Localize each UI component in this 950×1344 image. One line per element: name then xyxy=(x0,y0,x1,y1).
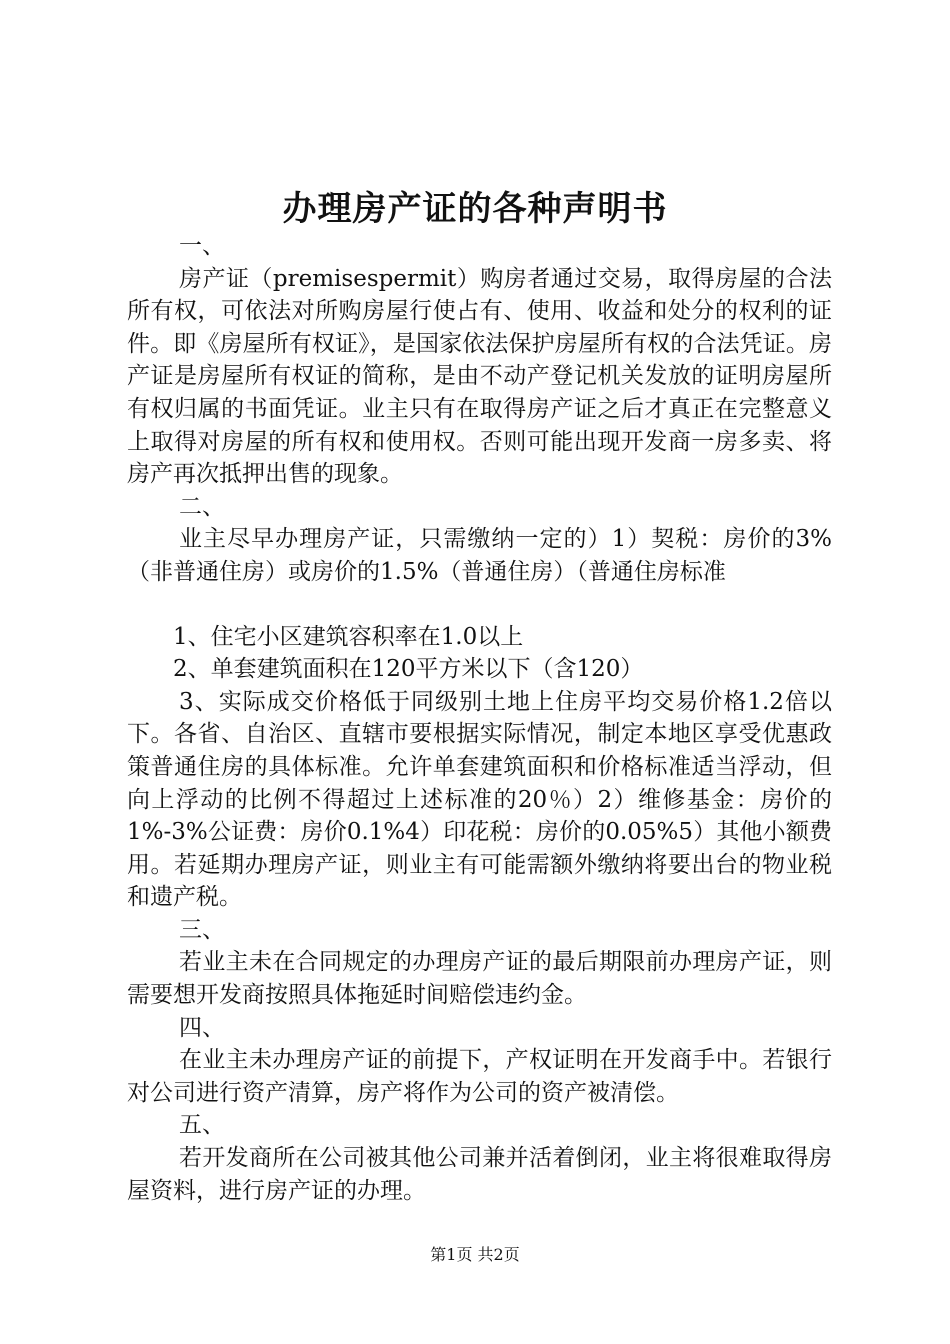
section-heading-1: 一、 xyxy=(179,233,225,259)
section-paragraph-5: 若开发商所在公司被其他公司兼并活着倒闭，业主将很难取得房屋资料，进行房产证的办理。 xyxy=(127,1145,832,1204)
criteria-item-3: 3、实际成交价格低于同级别土地上住房平均交易价格1.2倍以下。各省、自治区、直辖市要根据实际情况，制定本地区享受优惠政策普通住房的具体标准。允许单套建筑面积和价格标准适当浮动，但向上浮动的比例不得超过上述标准的20％）2）维修基金：房价的1%-3%公证费：房价0.1%4）印花税：房价的0.05%5）其他小额费用。若延期办理房产证，则业主有可能需额外缴纳将要出台的物业税和遗产税。 xyxy=(127,688,832,911)
document-title: 办理房产证的各种声明书 xyxy=(282,189,668,229)
page-number-footer: 第1页 共2页 xyxy=(430,1245,520,1264)
paragraph-gap xyxy=(127,589,832,621)
document-body xyxy=(127,230,832,1207)
section-paragraph-2: 业主尽早办理房产证，只需缴纳一定的）1）契税：房价的3%（非普通住房）或房价的1.5%（普通住房）（普通住房标准 xyxy=(127,526,832,585)
criteria-item-2: 2、单套建筑面积在120平方米以下（含120） xyxy=(173,656,644,683)
criteria-item-1: 1、住宅小区建筑容积率在1.0以上 xyxy=(173,623,524,650)
section-paragraph-3: 若业主未在合同规定的办理房产证的最后期限前办理房产证，则需要想开发商按照具体拖延时间赔偿违约金。 xyxy=(127,949,832,1009)
section-heading-4: 四、 xyxy=(179,1014,225,1041)
section-paragraph-4: 在业主未办理房产证的前提下，产权证明在开发商手中。若银行对公司进行资产清算，房产将作为公司的资产被清偿。 xyxy=(127,1047,832,1106)
section-paragraph-1: 房产证（premisespermit）购房者通过交易，取得房屋的合法所有权，可依法对所购房屋行使占有、使用、收益和处分的权利的证件。即《房屋所有权证》，是国家依法保护房屋所有权的合法凭证。房产证是房屋所有权证的简称，是由不动产登记机关发放的证明房屋所有权归属的书面凭证。业主只有在取得房产证之后才真正在完整意义上取得对房屋的所有权和使用权。否则可能出现开发商一房多卖、将房产再次抵押出售的现象。 xyxy=(127,265,832,488)
section-heading-2: 二、 xyxy=(179,493,225,520)
section-heading-5: 五、 xyxy=(179,1112,225,1139)
section-heading-3: 三、 xyxy=(179,916,225,943)
